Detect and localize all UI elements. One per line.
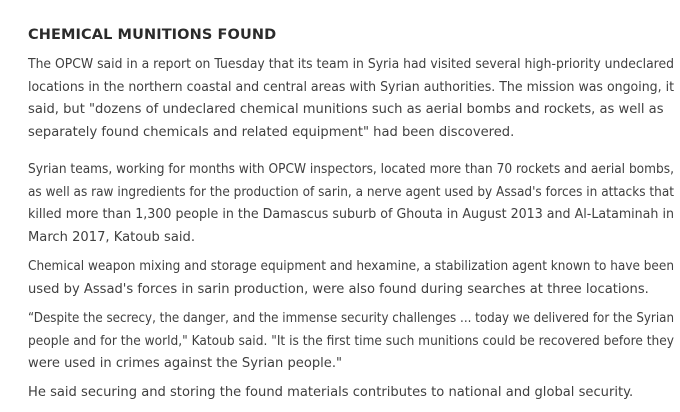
paragraph-line: March 2017, Katoub said. <box>28 229 195 245</box>
paragraph-line: He said securing and storing the found materials contributes to national and global security. <box>28 385 634 400</box>
section-heading: CHEMICAL MUNITIONS FOUND <box>28 27 277 43</box>
paragraph-line: The OPCW said in a report on Tuesday that its team in Syria had visited several high-priority undeclared <box>28 57 674 72</box>
paragraph-line: separately found chemicals and related equipment" had been discovered. <box>28 124 515 140</box>
paragraph-line: Chemical weapon mixing and storage equipment and hexamine, a stabilization agent known to have been <box>28 259 674 274</box>
paragraph-line: Syrian teams, working for months with OPCW inspectors, located more than 70 rockets and aerial bombs, <box>28 162 674 177</box>
paragraph-line: people and for the world," Katoub said. "It is the first time such munitions could be recovered before they <box>28 333 675 349</box>
paragraph-line: said, but "dozens of undeclared chemical munitions such as aerial bombs and rockets, as well as <box>28 102 664 117</box>
paragraph-line: used by Assad's forces in sarin production, were also found during searches at three locations. <box>28 281 649 297</box>
paragraph-line: as well as raw ingredients for the production of sarin, a nerve agent used by Assad's forces in attacks that <box>28 184 675 200</box>
paragraph-quote <box>28 308 680 376</box>
paragraph-equipment <box>28 256 680 301</box>
paragraph-line: were used in crimes against the Syrian people." <box>28 356 343 371</box>
paragraph-line: locations in the northern coastal and central areas with Syrian authorities. The mission was ongoing, it <box>28 79 675 95</box>
paragraph-security <box>28 382 633 405</box>
paragraph-line: “Despite the secrecy, the danger, and the immense security challenges ... today we delivered for the Syrian <box>28 311 674 326</box>
paragraph-opcw-report <box>28 54 680 144</box>
paragraph-syrian-teams <box>28 159 680 249</box>
paragraph-line: killed more than 1,300 people in the Damascus suburb of Ghouta in August 2013 and Al-Lataminah in <box>28 207 674 222</box>
